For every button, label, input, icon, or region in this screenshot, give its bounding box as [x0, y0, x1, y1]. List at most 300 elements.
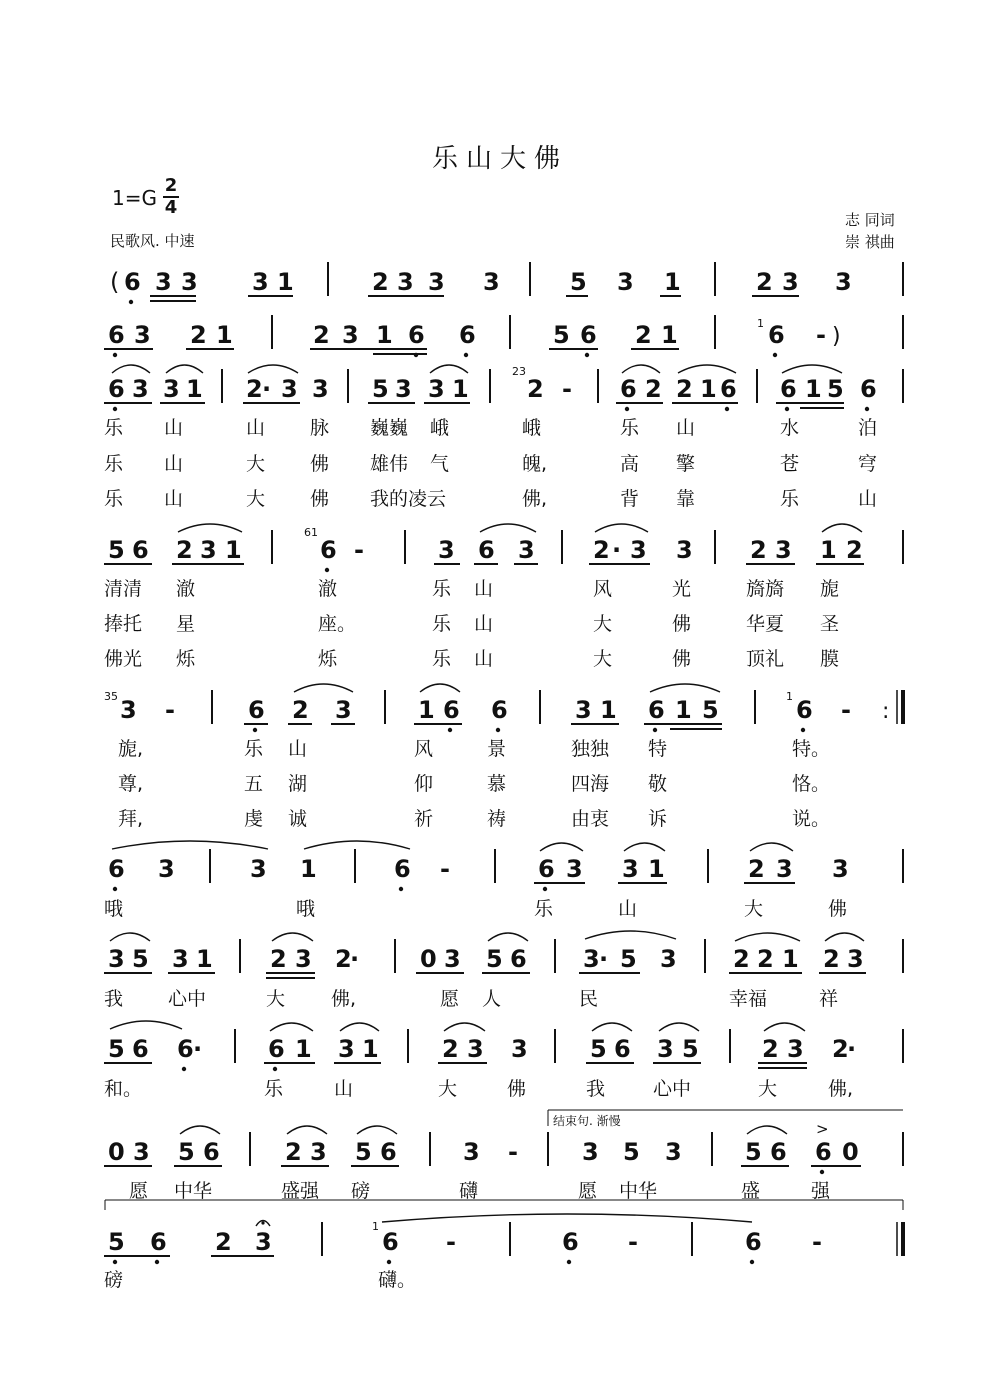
- lyric-syllable: 仰: [414, 773, 434, 795]
- lyric-syllable: 穹: [858, 453, 878, 475]
- slur: [622, 365, 660, 373]
- slur: [488, 933, 528, 941]
- slur: [822, 524, 862, 532]
- octave-dot: [155, 1260, 159, 1264]
- note: 6: [268, 1035, 285, 1063]
- note: 3: [630, 536, 647, 564]
- dash: -: [508, 1138, 518, 1166]
- lyric-syllable: 特: [648, 738, 668, 760]
- slur: [287, 1126, 327, 1134]
- note: 3: [657, 1035, 674, 1063]
- note: 3: [467, 1035, 484, 1063]
- note: 5: [827, 375, 844, 403]
- lyric-syllable: 盛强: [281, 1180, 320, 1202]
- note: 3: [312, 375, 329, 403]
- octave-dot: [113, 887, 117, 891]
- lyric-syllable: 靠: [676, 488, 696, 510]
- note: 1: [675, 696, 692, 724]
- note: 6: [203, 1138, 220, 1166]
- note: 6: [108, 375, 125, 403]
- note: 3: [158, 855, 175, 883]
- note: 3: [847, 945, 864, 973]
- note: 1: [362, 1035, 379, 1063]
- lyric-syllable: 佛光: [104, 648, 143, 670]
- slur: [180, 1126, 220, 1134]
- lyric-syllable: 人: [482, 988, 502, 1010]
- note: 5: [623, 1138, 640, 1166]
- note: 3: [395, 375, 412, 403]
- lyric-syllable: 膜: [820, 648, 840, 670]
- note: 5: [355, 1138, 372, 1166]
- slur: [480, 524, 536, 532]
- note: 5: [486, 945, 503, 973]
- dot-duration: ·: [612, 536, 622, 564]
- dash: -: [440, 855, 450, 883]
- lyric-syllable: 风: [593, 578, 613, 600]
- octave-dot: [273, 1067, 277, 1071]
- lyric-syllable: 光: [672, 578, 692, 600]
- note: 6: [538, 855, 555, 883]
- octave-dot: [625, 407, 629, 411]
- lyric-syllable: 民: [579, 988, 599, 1010]
- note: 5: [372, 375, 389, 403]
- note: 1: [376, 321, 393, 349]
- slur: [357, 1126, 397, 1134]
- lyric-syllable: 旖旖: [746, 578, 785, 600]
- lyric-syllable: 高: [620, 453, 640, 475]
- slur: [750, 843, 793, 851]
- lyric-syllable: 礴: [459, 1180, 479, 1202]
- octave-dot: [113, 353, 117, 357]
- lyric-syllable: 拜,: [118, 808, 144, 830]
- lyric-syllable: 乐: [620, 417, 640, 439]
- composer-credit: 崇 祺曲: [845, 233, 895, 251]
- lyric-syllable: 中华: [174, 1180, 213, 1202]
- dash: -: [841, 696, 851, 724]
- note: 6: [580, 321, 597, 349]
- note: 3: [582, 1138, 599, 1166]
- grace-note: 61: [304, 526, 318, 539]
- lyricist-credit: 志 同词: [845, 211, 895, 229]
- lyric-syllable: 乐: [244, 738, 264, 760]
- lyric-syllable: 山: [474, 578, 494, 600]
- lyric-syllable: 脉: [310, 417, 330, 439]
- note: 6: [382, 1228, 399, 1256]
- slur: [735, 933, 800, 941]
- note: 1: [225, 536, 242, 564]
- lyric-syllable: 磅: [104, 1269, 124, 1291]
- note: 3: [163, 375, 180, 403]
- slur: [659, 1023, 699, 1031]
- note: 3: [281, 375, 298, 403]
- time-signature-bottom: 4: [164, 197, 178, 218]
- note: 3: [566, 855, 583, 883]
- note: 6: [108, 855, 125, 883]
- note: 6: [796, 696, 813, 724]
- note: 2: [593, 536, 610, 564]
- slur: [112, 365, 150, 373]
- slur: [112, 841, 268, 849]
- slur: [825, 933, 864, 941]
- note: 3: [335, 696, 352, 724]
- note: 6: [614, 1035, 631, 1063]
- note: 2: [748, 855, 765, 883]
- octave-dot: [113, 407, 117, 411]
- lyric-syllable: 乐: [432, 578, 452, 600]
- lyric-syllable: 旎,: [118, 738, 144, 760]
- lyric-syllable: 佛: [672, 648, 692, 670]
- lyric-syllable: 敬: [648, 773, 668, 795]
- note: 2: [645, 375, 662, 403]
- note: 3: [782, 268, 799, 296]
- lyric-syllable: 山: [676, 417, 696, 439]
- note: 6: [108, 321, 125, 349]
- lyric-syllable: 山: [164, 453, 184, 475]
- note: 3: [172, 945, 189, 973]
- note: 6: [177, 1035, 194, 1063]
- accent-mark: >: [816, 1120, 829, 1138]
- lyric-syllable: 大: [744, 898, 764, 920]
- octave-dot: [567, 1260, 571, 1264]
- note: 3: [108, 945, 125, 973]
- note: 0: [420, 945, 437, 973]
- note: 3: [676, 536, 693, 564]
- lyric-syllable: 烁: [318, 648, 338, 670]
- note: 2: [335, 945, 352, 973]
- lyric-syllable: 旎: [820, 578, 840, 600]
- note: 6: [150, 1228, 167, 1256]
- note: 6: [815, 1138, 832, 1166]
- note: 5: [132, 945, 149, 973]
- lyric-syllable: 祥: [819, 988, 839, 1010]
- lyric-syllable: 祷: [487, 808, 507, 830]
- lyric-syllable: 说。: [792, 808, 831, 830]
- dash: -: [812, 1228, 822, 1256]
- slur: [178, 524, 242, 532]
- note: 6: [248, 696, 265, 724]
- note: 6: [768, 321, 785, 349]
- octave-dot: [496, 728, 500, 732]
- lyric-syllable: 祈: [414, 808, 434, 830]
- note: 3: [295, 945, 312, 973]
- note: 6: [320, 536, 337, 564]
- grace-note: 35: [104, 690, 118, 703]
- note: 5: [553, 321, 570, 349]
- lyric-syllable: 乐: [534, 898, 554, 920]
- lyric-syllable: 愿: [578, 1180, 598, 1202]
- note: 3: [511, 1035, 528, 1063]
- fermata-dot: [261, 1221, 264, 1224]
- lyric-syllable: 华夏: [746, 613, 785, 635]
- octave-dot: [113, 1260, 117, 1264]
- dash: -: [816, 321, 826, 349]
- note: 2: [176, 536, 193, 564]
- note: 1: [700, 375, 717, 403]
- lyric-syllable: 和。: [104, 1078, 143, 1100]
- note: 3: [444, 945, 461, 973]
- slur: [747, 1126, 787, 1134]
- lyric-syllable: 擎: [676, 453, 696, 475]
- octave-dot: [543, 887, 547, 891]
- note: 2: [372, 268, 389, 296]
- slur: [304, 841, 410, 849]
- dash: -: [562, 375, 572, 403]
- note: 5: [108, 1228, 125, 1256]
- note: 1: [648, 855, 665, 883]
- note: 2: [215, 1228, 232, 1256]
- slur: [382, 1214, 752, 1222]
- note: 3: [342, 321, 359, 349]
- lyric-syllable: 哦: [104, 898, 124, 920]
- tempo-marking: 民歌风. 中速: [110, 232, 195, 250]
- octave-dot: [325, 568, 329, 572]
- lyric-syllable: 山: [164, 488, 184, 510]
- lyric-syllable: 大: [266, 988, 286, 1010]
- octave-dot: [399, 887, 403, 891]
- lyric-syllable: 顶礼: [746, 648, 785, 670]
- dot-duration: ·: [847, 1035, 857, 1063]
- song-title: 乐山大佛: [431, 144, 568, 174]
- lyric-syllable: 我的: [370, 488, 409, 510]
- note: 3: [255, 1228, 272, 1256]
- note: 6: [491, 696, 508, 724]
- slur: [420, 684, 460, 692]
- note: 3: [483, 268, 500, 296]
- lyric-syllable: 星: [176, 613, 196, 635]
- note: 3: [310, 1138, 327, 1166]
- octave-dot: [785, 407, 789, 411]
- octave-dot: [585, 353, 589, 357]
- note: 3: [835, 268, 852, 296]
- lyric-syllable: 捧托: [104, 613, 143, 635]
- note: 3: [120, 696, 137, 724]
- note: 5: [702, 696, 719, 724]
- note: 1: [600, 696, 617, 724]
- octave-dot: [387, 1260, 391, 1264]
- lyric-syllable: 佛,: [828, 1078, 854, 1100]
- lyric-syllable: 山: [246, 417, 266, 439]
- lyric-syllable: 大: [593, 648, 613, 670]
- lyric-syllable: 峨: [430, 417, 450, 439]
- lyric-syllable: 雄伟: [370, 453, 409, 475]
- note: 1: [186, 375, 203, 403]
- note: 1: [277, 268, 294, 296]
- octave-dot: [801, 728, 805, 732]
- lyric-syllable: 山: [474, 613, 494, 635]
- note: 2: [733, 945, 750, 973]
- note: 3: [252, 268, 269, 296]
- dot-duration: ·: [193, 1035, 203, 1063]
- note: 3: [575, 696, 592, 724]
- note: 1: [661, 321, 678, 349]
- slur: [595, 524, 648, 532]
- note: 2: [676, 375, 693, 403]
- note: 2: [757, 945, 774, 973]
- note: 3: [776, 855, 793, 883]
- octave-dot: [129, 300, 133, 304]
- lyric-syllable: 特。: [792, 738, 831, 760]
- lyric-syllable: 由衷: [571, 808, 610, 830]
- lyric-syllable: 大: [438, 1078, 458, 1100]
- note: 6: [443, 696, 460, 724]
- note: 3: [438, 536, 455, 564]
- lyric-syllable: 乐: [104, 453, 124, 475]
- lyric-syllable: 背: [620, 488, 640, 510]
- note: 6: [780, 375, 797, 403]
- lyric-syllable: 慕: [487, 773, 507, 795]
- lyric-syllable: 风: [414, 738, 434, 760]
- lyric-syllable: 磅: [351, 1180, 371, 1202]
- octave-dot: [253, 728, 257, 732]
- note: 3: [428, 268, 445, 296]
- note: 5: [745, 1138, 762, 1166]
- note: 6: [745, 1228, 762, 1256]
- lyric-syllable: 清清: [104, 578, 143, 600]
- note: 1: [782, 945, 799, 973]
- note: 2: [823, 945, 840, 973]
- note: 6: [408, 321, 425, 349]
- dash: -: [354, 536, 364, 564]
- slur: [764, 1023, 805, 1031]
- note: 3: [134, 321, 151, 349]
- lyric-syllable: 愿: [129, 1180, 149, 1202]
- note: 2: [635, 321, 652, 349]
- lyric-syllable: 佛: [507, 1078, 527, 1100]
- note: 6: [620, 375, 637, 403]
- lyric-syllable: 诉: [648, 808, 668, 830]
- lyric-syllable: 哦: [296, 898, 316, 920]
- note: 1: [216, 321, 233, 349]
- lyric-syllable: 澈: [176, 578, 196, 600]
- slur: [270, 1023, 313, 1031]
- note: 2: [756, 268, 773, 296]
- lyric-syllable: 乐: [780, 488, 800, 510]
- note: 6: [380, 1138, 397, 1166]
- note: 3: [775, 536, 792, 564]
- note: 5: [590, 1035, 607, 1063]
- lyric-syllable: 佛: [310, 488, 330, 510]
- slur: [110, 1021, 182, 1029]
- octave-dot: [750, 1260, 754, 1264]
- lyric-syllable: 心中: [653, 1078, 692, 1100]
- dash: -: [628, 1228, 638, 1256]
- note: 6: [132, 1035, 149, 1063]
- dash: -: [165, 696, 175, 724]
- lyric-syllable: 山: [288, 738, 308, 760]
- lyric-syllable: 佛: [672, 613, 692, 635]
- lyric-syllable: 尊,: [118, 773, 144, 795]
- octave-dot: [653, 728, 657, 732]
- note: 3: [200, 536, 217, 564]
- slur: [272, 933, 313, 941]
- time-signature-top: 2: [164, 175, 178, 196]
- dot-duration: ·: [262, 375, 272, 403]
- note: 3: [397, 268, 414, 296]
- note: 3: [518, 536, 535, 564]
- octave-dot: [865, 407, 869, 411]
- slur: [624, 843, 665, 851]
- note: 5: [108, 1035, 125, 1063]
- note: 0: [108, 1138, 125, 1166]
- lyric-syllable: 恪。: [792, 773, 831, 795]
- grace-note: 23: [512, 365, 526, 378]
- note: 3: [583, 945, 600, 973]
- lyric-syllable: 大: [593, 613, 613, 635]
- slur: [444, 1023, 485, 1031]
- lyric-syllable: 圣: [820, 613, 840, 635]
- lyric-syllable: 乐: [432, 613, 452, 635]
- note: 2: [313, 321, 330, 349]
- lyric-syllable: 愿: [440, 988, 460, 1010]
- note: 3: [787, 1035, 804, 1063]
- slur: [585, 931, 676, 939]
- slur: [248, 365, 298, 373]
- note: 2: [832, 1035, 849, 1063]
- note: 3: [181, 268, 198, 296]
- intro-close-paren: ): [832, 324, 841, 349]
- lyric-syllable: 盛: [741, 1180, 761, 1202]
- slur: [592, 1023, 632, 1031]
- note: 1: [300, 855, 317, 883]
- lyric-syllable: 我: [104, 988, 124, 1010]
- note: 6: [562, 1228, 579, 1256]
- note: 2: [270, 945, 287, 973]
- note: 1: [418, 696, 435, 724]
- lyric-syllable: 山: [334, 1078, 354, 1100]
- lyric-syllable: 大: [246, 453, 266, 475]
- octave-dot: [820, 1170, 824, 1174]
- ending-label: 结束句. 渐慢: [553, 1114, 621, 1128]
- octave-dot: [182, 1067, 186, 1071]
- lyric-syllable: 强: [811, 1180, 831, 1202]
- lyric-syllable: 独独: [571, 738, 610, 760]
- lyric-syllable: 我: [586, 1078, 606, 1100]
- note: 2: [846, 536, 863, 564]
- note: 6: [648, 696, 665, 724]
- note: 2: [190, 321, 207, 349]
- slur: [678, 365, 736, 373]
- slur: [782, 365, 842, 373]
- repeat-sign: :: [882, 699, 890, 724]
- slur: [166, 365, 203, 373]
- note: 3: [832, 855, 849, 883]
- note: 6: [770, 1138, 787, 1166]
- note: 2: [527, 375, 544, 403]
- lyric-syllable: 座。: [318, 613, 357, 635]
- dash: -: [446, 1228, 456, 1256]
- dot-duration: ·: [350, 945, 360, 973]
- note: 6: [720, 375, 737, 403]
- lyric-syllable: 幸福: [729, 988, 768, 1010]
- key-signature: 1=G: [112, 186, 157, 210]
- note: 2: [750, 536, 767, 564]
- slur: [340, 1023, 379, 1031]
- note: 3: [622, 855, 639, 883]
- lyric-syllable: 山: [618, 898, 638, 920]
- note: 2: [442, 1035, 459, 1063]
- note: 3: [133, 1138, 150, 1166]
- note: 6: [510, 945, 527, 973]
- grace-note: 1: [757, 317, 764, 330]
- note: 2: [285, 1138, 302, 1166]
- grace-note: 1: [372, 1220, 379, 1233]
- lyric-syllable: 乐: [104, 488, 124, 510]
- note: 5: [178, 1138, 195, 1166]
- lyric-syllable: 山: [858, 488, 878, 510]
- lyric-syllable: 乐: [104, 417, 124, 439]
- lyric-syllable: 五: [244, 773, 264, 795]
- lyric-syllable: 泊: [858, 417, 878, 439]
